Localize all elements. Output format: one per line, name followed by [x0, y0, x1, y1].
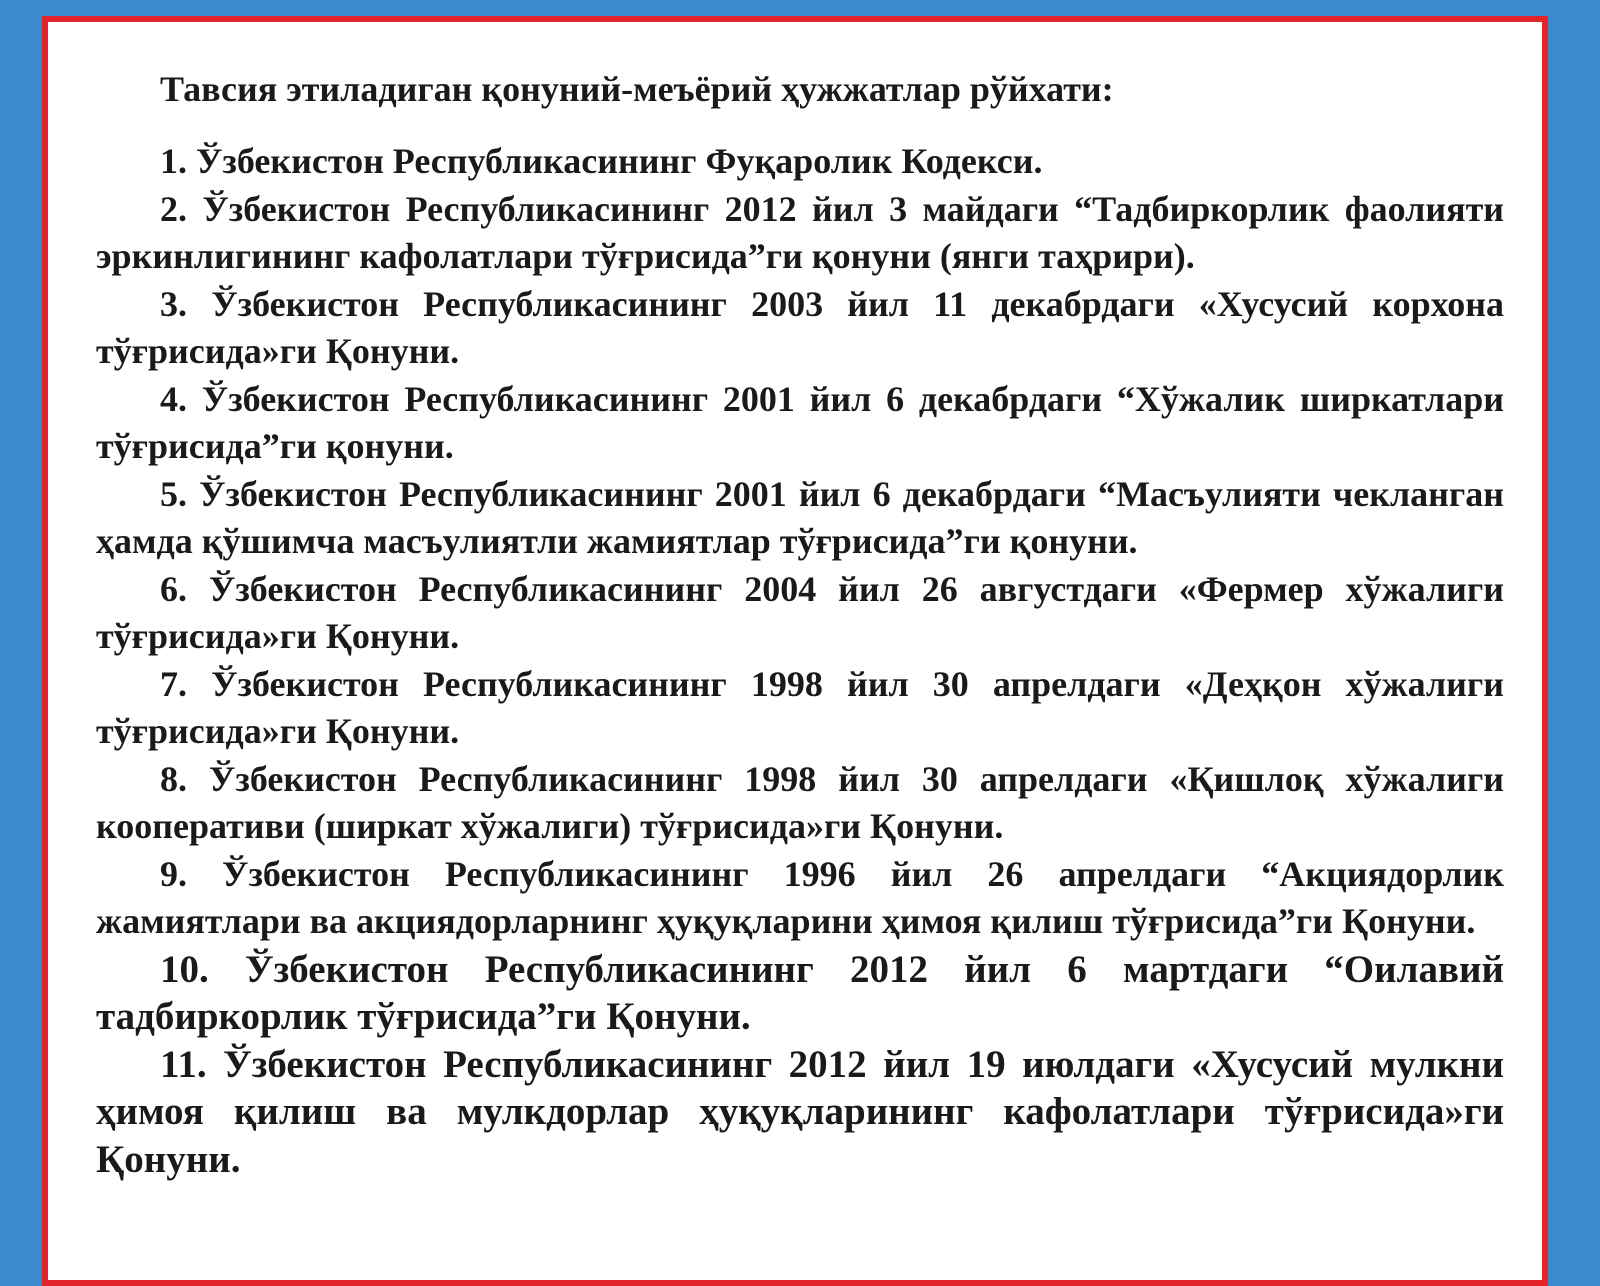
document-slide: [42, 16, 1548, 1286]
list-item-6: 6. Ўзбекистон Республикасининг 2004 йил 26 августдаги «Фермер хўжалиги тўғрисида»ги Қонуни.: [96, 568, 1504, 656]
list-item-11: 11. Ўзбекистон Республикасининг 2012 йил 19 июлдаги «Хусусий мулкни ҳимоя қилиш ва мулкдорлар ҳуқуқларининг кафолатлари тўғрисида»ги Қонуни.: [96, 1042, 1504, 1181]
list-item-3: 3. Ўзбекистон Республикасининг 2003 йил 11 декабрдаги «Хусусий корхона тўғрисида»ги Қонуни.: [96, 283, 1504, 371]
list-item-4: 4. Ўзбекистон Республикасининг 2001 йил 6 декабрдаги “Хўжалик ширкатлари тўғрисида”ги қонуни.: [96, 378, 1504, 466]
list-item-5: 5. Ўзбекистон Республикасининг 2001 йил 6 декабрдаги “Масъулияти чекланган ҳамда қўшимча масъулиятли жамиятлар тўғрисида”ги қонуни.: [96, 473, 1504, 561]
document-body: [96, 66, 1504, 1183]
list-item-7: 7. Ўзбекистон Республикасининг 1998 йил 30 апрелдаги «Деҳқон хўжалиги тўғрисида»ги Қонуни.: [96, 663, 1504, 751]
list-item-8: 8. Ўзбекистон Республикасининг 1998 йил 30 апрелдаги «Қишлоқ хўжалиги кооперативи (ширкат хўжалиги) тўғрисида»ги Қонуни.: [96, 758, 1504, 846]
list-item-10: 10. Ўзбекистон Республикасининг 2012 йил 6 мартдаги “Оилавий тадбиркорлик тўғрисида”ги Қонуни.: [96, 947, 1504, 1038]
list-item-2: 2. Ўзбекистон Республикасининг 2012 йил 3 майдаги “Тадбиркорлик фаолияти эркинлигининг кафолатлари тўғрисида”ги қонуни (янги таҳрири).: [96, 188, 1504, 276]
document-heading: Тавсия этиладиган қонуний-меъёрий ҳужжатлар рўйхати:: [160, 69, 1114, 109]
list-item-9: 9. Ўзбекистон Республикасининг 1996 йил 26 апрелдаги “Акциядорлик жамиятлари ва акциядорларнинг ҳуқуқларини ҳимоя қилиш тўғрисида”ги Қонуни.: [96, 853, 1504, 941]
list-item-1: 1. Ўзбекистон Республикасининг Фуқаролик Кодекси.: [160, 141, 1043, 181]
